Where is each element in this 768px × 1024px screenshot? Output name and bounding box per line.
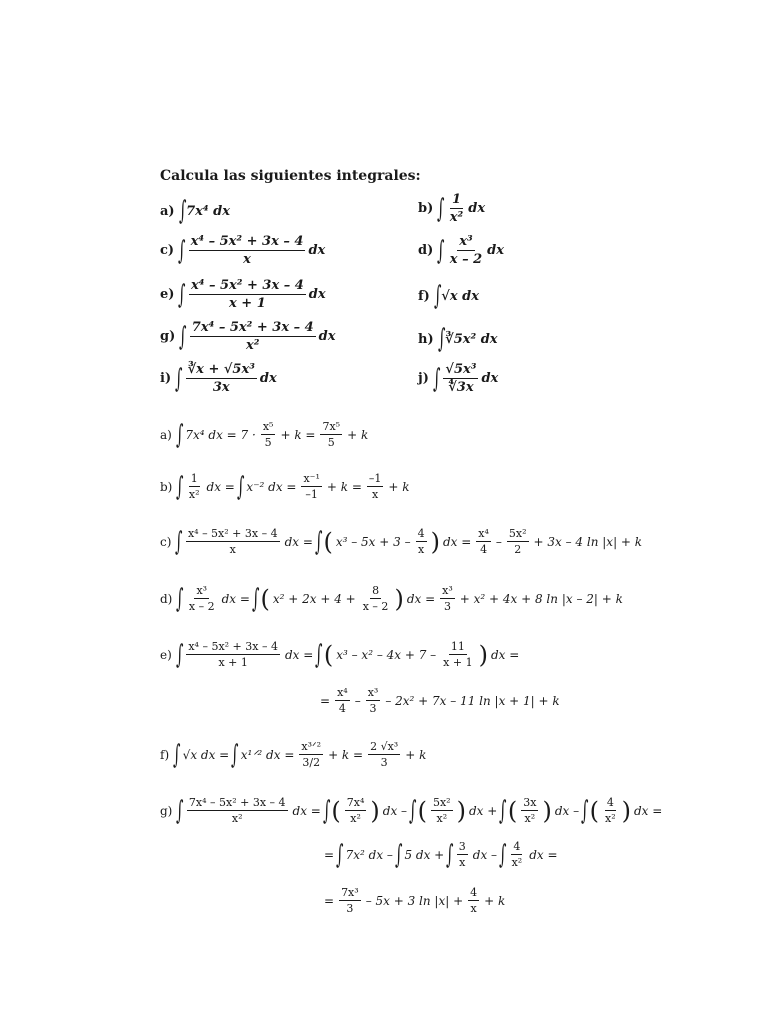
exercise-a: a) ∫ 7x⁴ dx	[160, 196, 230, 226]
integral-sign: ∫	[178, 279, 186, 310]
integral-sign: ∫	[175, 363, 183, 394]
exercise-h: h) ∫ ∛5x² dx	[418, 324, 498, 354]
solution-f: f) ∫ √x dx = ∫ x¹ᐟ² dx = $\frac{\text{x³ᐟ²}}{3/2}$ + k = $\frac{\text{2 √x³}}{3}$ + k	[160, 739, 427, 770]
solution-g-line1: g) ∫ $\frac{\text{7x⁴ – 5x² + 3x – 4}}{\text{x²}}$ dx = ∫ ( $\frac{\text{7x⁴}}{\text{x²}}$ ) dx – ∫ ( $\frac{\text{5x²}}{\text{x²}}$ ) dx + ∫ ( $\frac{3x}{\text{x²}}$ ) dx – ∫ ( $\frac{4}{\text{x²}}$ ) dx =	[160, 795, 663, 826]
fraction: $\frac{\text{√5x³}}{∜3x}$	[445, 362, 477, 395]
exercise-b: b) ∫ $\frac{1}{\text{x²}}$ dx	[418, 192, 486, 225]
exercise-e: e) ∫ $\frac{\text{x⁴ – 5x² + 3x – 4}}{x + 1}$ dx	[160, 278, 326, 311]
integral-sign: ∫	[433, 281, 442, 311]
integral-sign: ∫	[437, 324, 446, 354]
solution-b: b) ∫ $\frac{1}{\text{x²}}$ dx = ∫ x⁻² dx = $\frac{\text{x⁻¹}}{-1}$ + k = $\frac{-1}{x}$ + k	[160, 471, 410, 502]
exercise-c: c) ∫ $\frac{\text{x⁴ – 5x² + 3x – 4}}{x}$ dx	[160, 234, 326, 267]
exercise-g: g) ∫ $\frac{\text{7x⁴ – 5x² + 3x – 4}}{\text{x²}}$ dx	[160, 320, 336, 353]
exercise-j: j) ∫ $\frac{\text{√5x³}}{∜3x}$ dx	[418, 362, 499, 395]
fraction: $\frac{1}{\text{x²}}$	[449, 192, 464, 225]
fraction: $\frac{\text{x⁴ – 5x² + 3x – 4}}{x}$	[190, 234, 304, 267]
solution-a: a) ∫ 7x⁴ dx = 7 · $\frac{\text{x⁵}}{5}$ + k = $\frac{\text{7x⁵}}{5}$ + k	[160, 419, 369, 450]
fraction: $\frac{\text{∛x + √5x³}}{3x}$	[187, 362, 255, 395]
exercise-i: i) ∫ $\frac{\text{∛x + √5x³}}{3x}$ dx	[160, 362, 277, 395]
integral-sign: ∫	[178, 235, 186, 266]
solution-e-line2: = $\frac{\text{x⁴}}{4}$ – $\frac{\text{x³}}{3}$ – 2x² + 7x – 11 ln |x + 1| + k	[320, 686, 560, 715]
integral-sign: ∫	[179, 321, 187, 352]
solution-c: c) ∫ $\frac{\text{x⁴ – 5x² + 3x – 4}}{x}$ dx = ∫ ( x³ – 5x + 3 – $\frac{4}{x}$ ) dx = $\frac{\text{x⁴}}{4}$ – $\frac{\text{5x²}}{2}$ + 3x – 4 ln |x| + k	[160, 526, 643, 557]
solution-g-line2: = ∫ 7x² dx – ∫ 5 dx + ∫ $\frac{3}{x}$ dx – ∫ $\frac{4}{\text{x²}}$ dx =	[324, 839, 558, 870]
fraction: $\frac{\text{x⁴ – 5x² + 3x – 4}}{x + 1}$	[190, 278, 304, 311]
solution-e-line1: e) ∫ $\frac{\text{x⁴ – 5x² + 3x – 4}}{x + 1}$ dx = ∫ ( x³ – x² – 4x + 7 – $\frac{11}{x + 1}$ ) dx =	[160, 639, 520, 670]
fraction: $\frac{\text{x³}}{x - 2}$	[449, 234, 483, 267]
integral-sign: ∫	[432, 363, 441, 394]
exercise-d: d) ∫ $\frac{\text{x³}}{x - 2}$ dx	[418, 234, 504, 267]
fraction: $\frac{\text{7x⁴ – 5x² + 3x – 4}}{\text{x²}}$	[191, 320, 314, 353]
integral-sign: ∫	[178, 196, 187, 226]
solution-d: d) ∫ $\frac{\text{x³}}{x - 2}$ dx = ∫ ( x² + 2x + 4 + $\frac{8}{x - 2}$ ) dx = $\frac{\text{x³}}{3}$ + x² + 4x + 8 ln |x – 2| + k	[160, 583, 623, 614]
solution-g-line3: = $\frac{\text{7x³}}{3}$ – 5x + 3 ln |x| + $\frac{4}{x}$ + k	[324, 886, 506, 915]
integral-sign: ∫	[437, 193, 445, 224]
exercise-f: f) ∫ √x dx	[418, 281, 479, 311]
page-heading: Calcula las siguientes integrales:	[160, 168, 421, 184]
integral-sign: ∫	[437, 235, 445, 266]
